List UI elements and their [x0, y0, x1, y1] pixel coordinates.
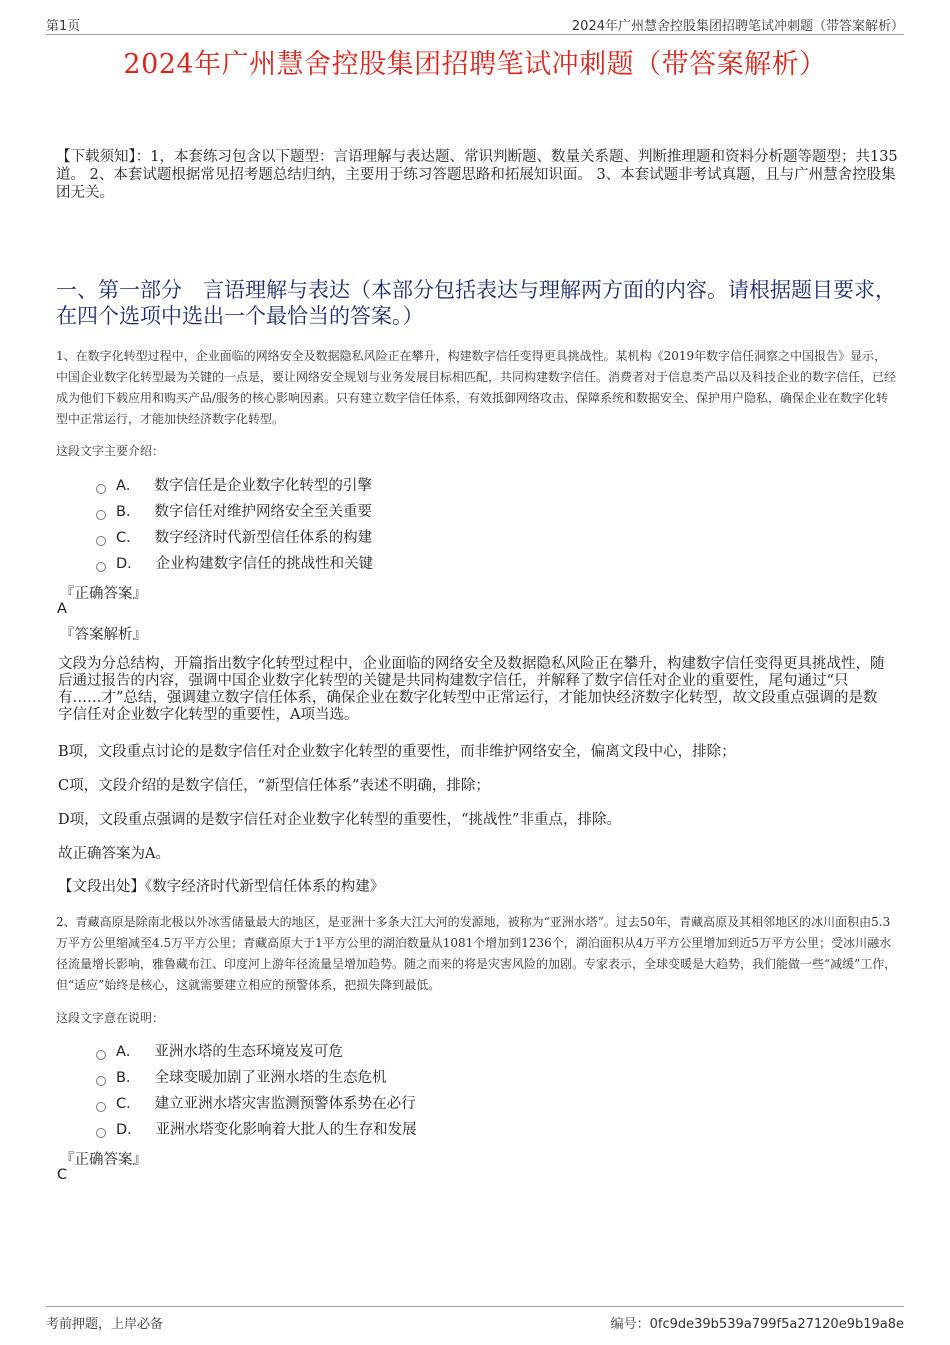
footer-code-label: 编号： [610, 1317, 650, 1332]
page-number: 第1页 [46, 19, 81, 34]
radio-icon[interactable] [96, 510, 106, 520]
question-1-analysis-b: B项，文段重点讨论的是数字信任对企业数字化转型的重要性，而非维护网络安全，偏离文段中心，排除； [58, 744, 736, 760]
question-2-answer: C [57, 1167, 68, 1183]
footer-slogan: 考前押题，上岸必备 [46, 1317, 164, 1332]
radio-icon[interactable] [96, 562, 106, 572]
section-heading: 一、第一部分 言语理解与表达（本部分包括表达与理解两方面的内容。请根据题目要求，在四个选项中选出一个最恰当的答案。） [56, 278, 896, 328]
radio-icon[interactable] [96, 536, 106, 546]
question-1-text: 1、在数字化转型过程中，企业面临的网络安全及数据隐私风险正在攀升，构建数字信任变得更具挑战性。某机构《2019年数字信任洞察之中国报告》显示，中国企业数字化转型最为关键的一点是，要让网络安全规划与业务发展目标相匹配，共同构建数字信任。消费者对于信息类产品以及科技企业的数字信任，已经成为他们下载应用和购买产品/服务的核心影响因素。只有建立数字信任体系，有效抵御网络攻击、保障系统和数据安全、保护用户隐私，确保企业在数字化转型中正常运行，才能加快经济数字化转型。 [56, 349, 897, 426]
radio-icon[interactable] [96, 1050, 106, 1060]
question-1-prompt: 这段文字主要介绍： [56, 444, 165, 458]
question-1-option-d[interactable]: D． 企业构建数字信任的挑战性和关键 [96, 551, 373, 577]
question-1-option-a[interactable]: A． 数字信任是企业数字化转型的引擎 [96, 473, 373, 499]
question-2-answer-label: 『正确答案』 [60, 1152, 147, 1168]
question-1-analysis-c: C项，文段介绍的是数字信任，“新型信任体系”表述不明确，排除； [58, 778, 490, 794]
question-1-answer: A [57, 601, 67, 617]
question-1-analysis-d: D项，文段重点强调的是数字信任对企业数字化转型的重要性，“挑战性”非重点，排除。 [58, 812, 621, 828]
question-1-analysis-label: 『答案解析』 [60, 627, 147, 643]
download-notice: 【下载须知】：1，本套练习包含以下题型：言语理解与表达题、常识判断题、数量关系题、判断推理题和资料分析题等题型；共135道。 2、本套试题根据常见招考题总结归纳，主要用于练习答题思路和拓展知识面。 3、本套试题非考试真题，且与广州慧舍控股集团无关。 [56, 149, 898, 201]
radio-icon[interactable] [96, 1076, 106, 1086]
radio-icon[interactable] [96, 1102, 106, 1112]
question-2-text: 2、青藏高原是除南北极以外冰雪储量最大的地区，是亚洲十多条大江大河的发源地，被称为“亚洲水塔”。过去50年，青藏高原及其相邻地区的冰川面积由5.3万平方公里缩减至4.5万平方公里；青藏高原大于1平方公里的湖泊数量从1081个增加到1236个，湖泊面积从4万平方公里增加到近5万平方公里；受冰川融水径流量增长影响，雅鲁藏布江、印度河上游年径流量呈增加趋势。随之而来的将是灾害风险的加剧。专家表示，全球变暖是大趋势，我们能做一些“减缓”工作，但“适应”始终是核心，这就需要建立相应的预警体系，把损失降到最低。 [56, 915, 897, 992]
question-1-option-b[interactable]: B． 数字信任对维护网络安全至关重要 [96, 499, 373, 525]
question-2-options [96, 1039, 417, 1143]
question-1-option-c[interactable]: C． 数字经济时代新型信任体系的构建 [96, 525, 373, 551]
footer-code [611, 1313, 904, 1332]
question-2-option-b[interactable]: B． 全球变暖加剧了亚洲水塔的生态危机 [96, 1065, 417, 1091]
document-title: 2024年广州慧舍控股集团招聘笔试冲刺题（带答案解析） [123, 49, 827, 80]
question-1-source: 【文段出处】《数字经济时代新型信任体系的构建》 [58, 879, 385, 895]
header-doc-title: 2024年广州慧舍控股集团招聘笔试冲刺题（带答案解析） [571, 19, 904, 34]
radio-icon[interactable] [96, 1128, 106, 1138]
page-footer [46, 1306, 904, 1331]
radio-icon[interactable] [96, 484, 106, 494]
question-2-option-a[interactable]: A． 亚洲水塔的生态环境岌岌可危 [96, 1039, 417, 1065]
question-2-option-d[interactable]: D． 亚洲水塔变化影响着大批人的生存和发展 [96, 1117, 417, 1143]
question-2-option-c[interactable]: C． 建立亚洲水塔灾害监测预警体系势在必行 [96, 1091, 417, 1117]
question-1-conclusion: 故正确答案为A。 [58, 846, 170, 862]
question-2-prompt: 这段文字意在说明： [56, 1011, 165, 1025]
footer-code-value: 0fc9de39b539a799f5a27120e9b19a8e [649, 1317, 904, 1332]
page-header [46, 12, 904, 35]
question-1-answer-label: 『正确答案』 [60, 586, 147, 602]
question-1-analysis-main: 文段为分总结构，开篇指出数字化转型过程中，企业面临的网络安全及数据隐私风险正在攀升，构建数字信任变得更具挑战性，随后通过报告的内容，强调中国企业数字化转型的关键是共同构建数字信任，并解释了数字信任对企业的重要性，尾句通过“只有……才”总结，强调建立数字信任体系，确保企业在数字化转型中正常运行，才能加快经济数字化转型，故文段重点强调的是数字信任对企业数字化转型的重要性，A项当选。 [58, 656, 885, 723]
question-1-options [96, 473, 373, 577]
